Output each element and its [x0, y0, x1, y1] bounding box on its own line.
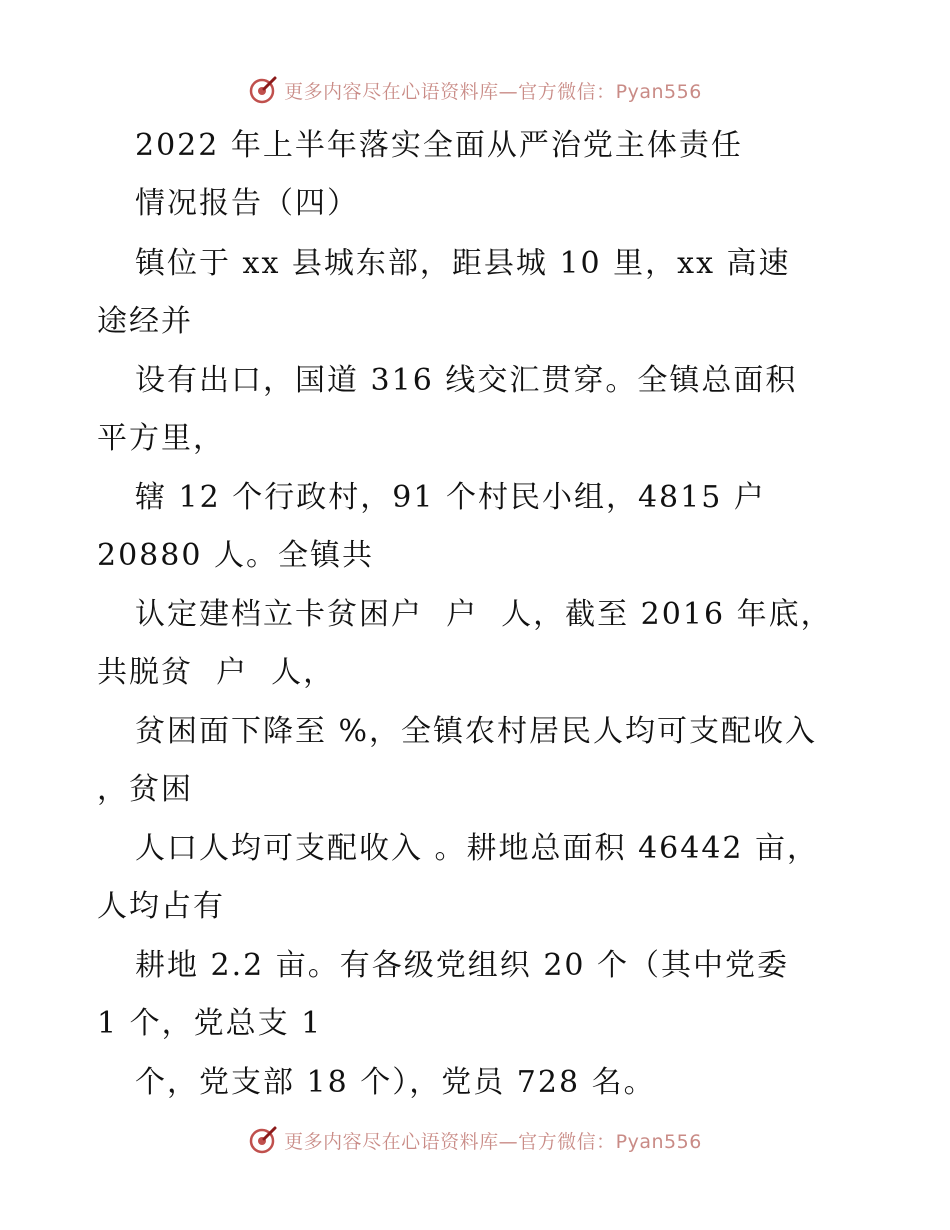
paragraph-line: 人均占有	[97, 889, 225, 924]
brush-logo-icon	[248, 1125, 278, 1155]
paragraph-line: 贫困面下降至 %，全镇农村居民人均可支配收入	[135, 714, 818, 749]
paragraph-line: 镇位于 xx 县城东部，距县城 10 里，xx 高速	[135, 246, 791, 281]
watermark-text: 更多内容尽在心语资料库—官方微信：Pyan556	[284, 1130, 702, 1153]
paragraph-line: 20880 人。全镇共	[97, 538, 374, 573]
document-title-line-2: 情况报告（四）	[135, 186, 359, 221]
paragraph-line: 个，党支部 18 个），党员 728 名。	[135, 1065, 656, 1100]
paragraph-line: ，贫困	[97, 772, 193, 807]
paragraph-line: 辖 12 个行政村，91 个村民小组，4815 户	[135, 480, 766, 515]
watermark-text: 更多内容尽在心语资料库—官方微信：Pyan556	[284, 80, 702, 103]
document-title-line-1: 2022 年上半年落实全面从严治党主体责任	[135, 128, 743, 163]
brush-logo-icon	[248, 75, 278, 105]
watermark-footer	[0, 1120, 950, 1160]
paragraph-line: 1 个，党总支 1	[97, 1006, 323, 1041]
paragraph-line: 平方里，	[97, 421, 225, 456]
paragraph-line: 设有出口，国道 316 线交汇贯穿。全镇总面积	[135, 363, 798, 398]
paragraph-line: 人口人均可支配收入 。耕地总面积 46442 亩，	[135, 831, 820, 866]
watermark-header	[0, 70, 950, 110]
paragraph-line: 共脱贫 户 人，	[97, 655, 336, 690]
paragraph-line: 耕地 2.2 亩。有各级党组织 20 个（其中党委	[135, 948, 790, 983]
paragraph-line: 途经并	[97, 304, 193, 339]
paragraph-line: 认定建档立卡贫困户 户 人，截至 2016 年底，	[135, 597, 833, 632]
